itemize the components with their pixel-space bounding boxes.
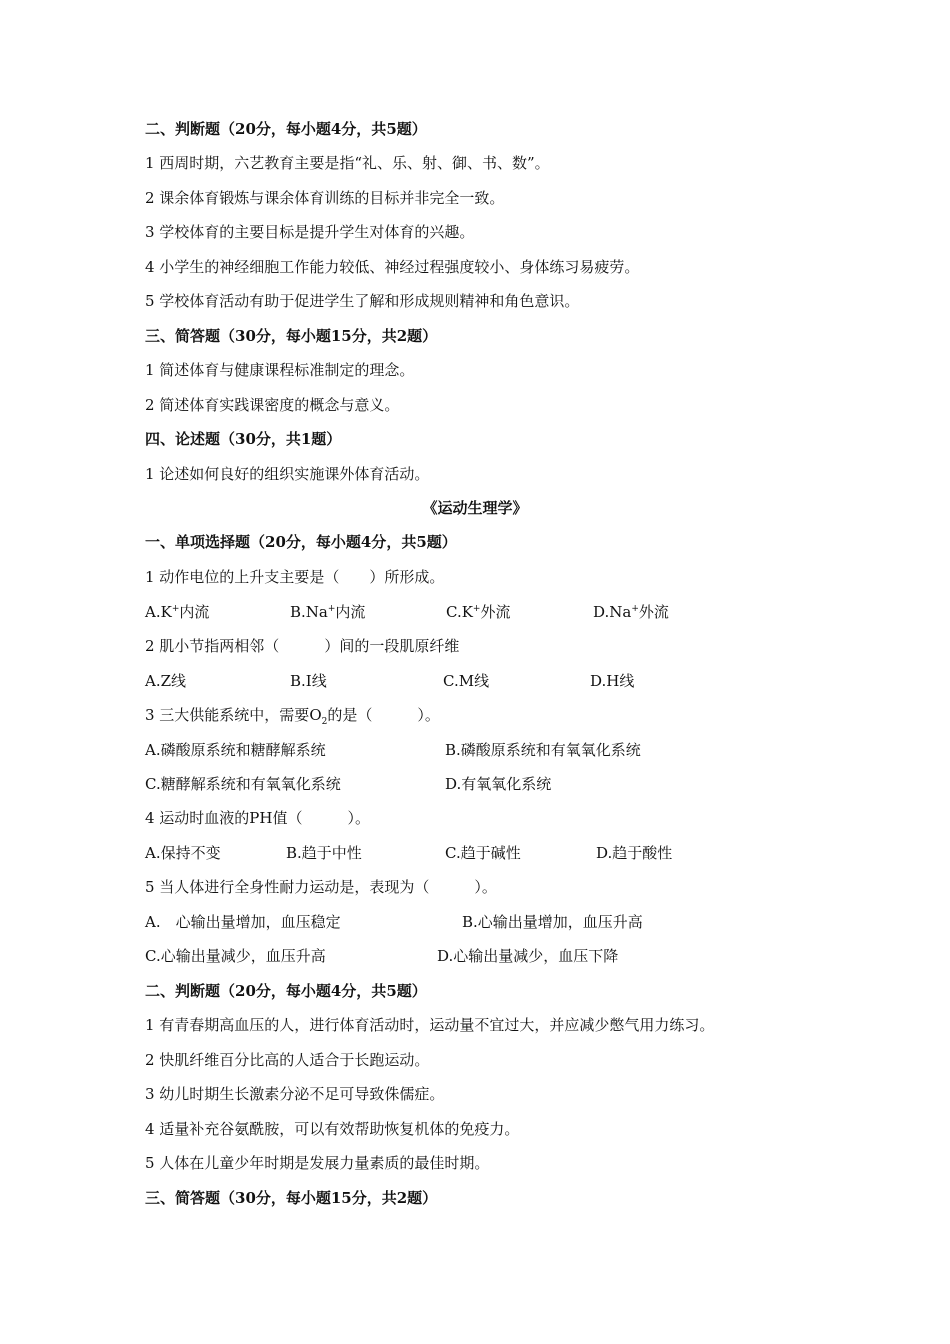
option-c: C.M线 [443,672,490,690]
question-stem: 1 动作电位的上升支主要是（ ）所形成。 [145,568,445,586]
option-c: C.K+外流 [446,603,511,621]
option-d: D.H线 [590,672,635,690]
option-c: C.趋于碱性 [445,844,521,862]
section-heading-short-answer: 三、简答题（30分，每小题15分，共2题） [145,1189,438,1207]
option-b: B.心输出量增加，血压升高 [462,913,643,931]
section-heading-judge: 二、判断题（20分，每小题4分，共5题） [145,120,427,138]
option-a: A.Z线 [145,672,187,690]
option-d: D.有氧氧化系统 [445,775,552,793]
question-item: 3 学校体育的主要目标是提升学生对体育的兴趣。 [145,223,475,241]
question-item: 1 西周时期，六艺教育主要是指“礼、乐、射、御、书、数”。 [145,154,550,172]
question-item: 4 适量补充谷氨酰胺，可以有效帮助恢复机体的免疫力。 [145,1120,520,1138]
option-b: B.Na+内流 [290,603,366,621]
section-heading-short-answer: 三、简答题（30分，每小题15分，共2题） [145,327,438,345]
option-d: D.趋于酸性 [596,844,673,862]
question-stem: 4 运动时血液的PH值（ ）。 [145,809,370,827]
question-stem: 5 当人体进行全身性耐力运动是，表现为（ ）。 [145,878,497,896]
option-b: B.趋于中性 [286,844,362,862]
question-item: 1 论述如何良好的组织实施课外体育活动。 [145,465,430,483]
question-item: 4 小学生的神经细胞工作能力较低、神经过程强度较小、身体练习易疲劳。 [145,258,640,276]
option-d: D.心输出量减少，血压下降 [437,947,619,965]
option-a: A.磷酸原系统和糖酵解系统 [145,741,326,759]
question-item: 2 简述体育实践课密度的概念与意义。 [145,396,400,414]
question-item: 1 简述体育与健康课程标准制定的理念。 [145,361,415,379]
section-heading-choice: 一、单项选择题（20分，每小题4分，共5题） [145,533,457,551]
option-b: B.磷酸原系统和有氧氧化系统 [445,741,641,759]
question-stem: 2 肌小节指两相邻（ ）间的一段肌原纤维 [145,637,460,655]
option-a: A.K+内流 [145,603,210,621]
question-item: 5 学校体育活动有助于促进学生了解和形成规则精神和角色意识。 [145,292,580,310]
question-stem: 3 三大供能系统中，需要$O_2$的是（ ）。 [145,706,440,727]
section-heading-essay: 四、论述题（30分，共1题） [145,430,342,448]
option-a: A. 心输出量增加，血压稳定 [145,913,341,931]
option-a: A.保持不变 [145,844,221,862]
section-heading-judge: 二、判断题（20分，每小题4分，共5题） [145,982,427,1000]
question-item: 1 有青春期高血压的人，进行体育活动时，运动量不宜过大，并应减少憋气用力练习。 [145,1016,715,1034]
question-item: 3 幼儿时期生长激素分泌不足可导致侏儒症。 [145,1085,445,1103]
option-c: C.心输出量减少，血压升高 [145,947,326,965]
question-item: 2 快肌纤维百分比高的人适合于长跑运动。 [145,1051,430,1069]
question-item: 5 人体在儿童少年时期是发展力量素质的最佳时期。 [145,1154,490,1172]
option-b: B.I线 [290,672,327,690]
course-title: 《运动生理学》 [422,499,528,517]
option-d: D.Na+外流 [593,603,669,621]
question-item: 2 课余体育锻炼与课余体育训练的目标并非完全一致。 [145,189,505,207]
option-c: C.糖酵解系统和有氧氧化系统 [145,775,341,793]
